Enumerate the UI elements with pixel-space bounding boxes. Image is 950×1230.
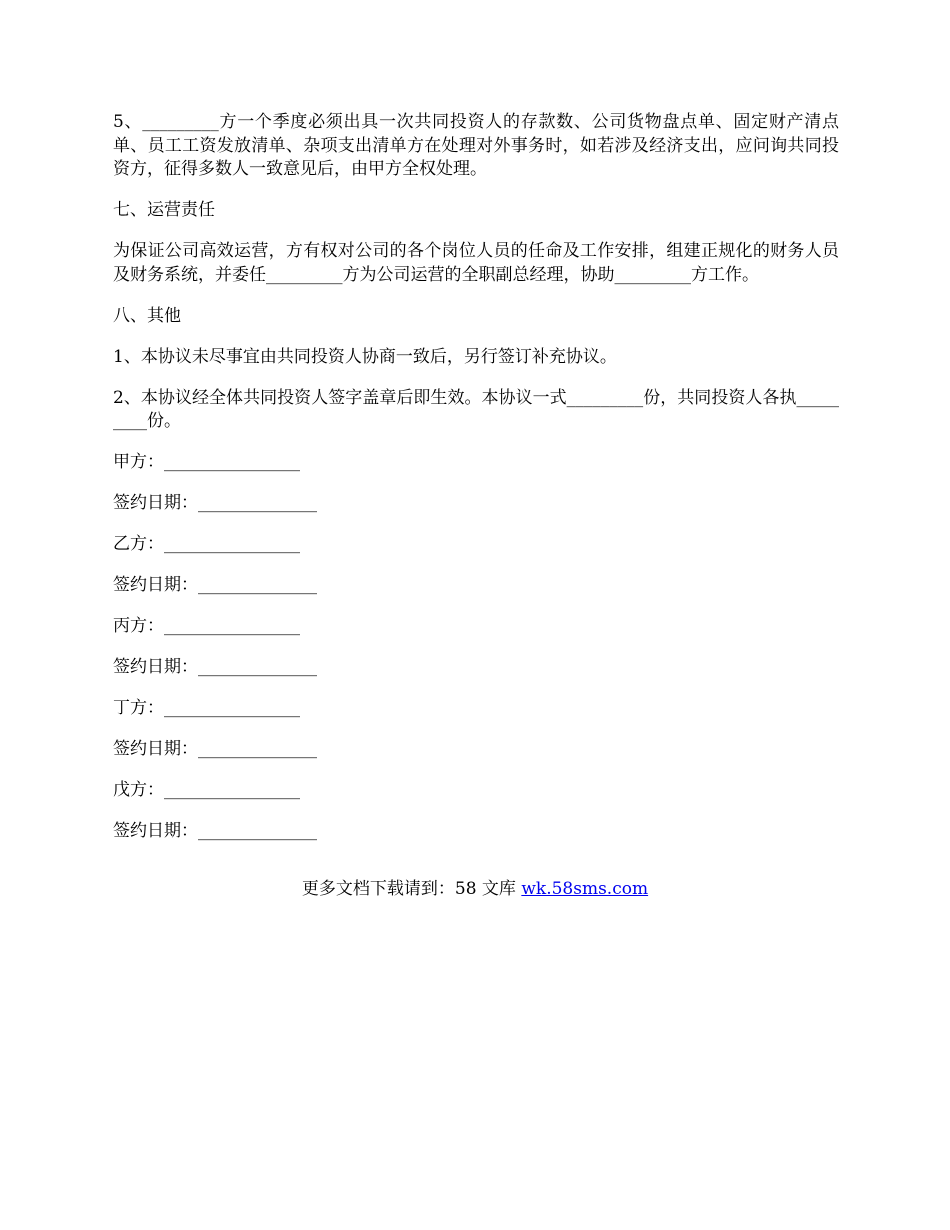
signature-party-a: 甲方：________________ xyxy=(113,452,300,472)
operation-responsibility-paragraph: 为保证公司高效运营，方有权对公司的各个岗位人员的任命及工作安排，组建正规化的财务人员及财务系统，并委任_________方为公司运营的全职副总经理，协助_________方工作。 xyxy=(113,241,839,285)
download-footer xyxy=(0,878,950,902)
other-clause-2-paragraph: 2、本协议经全体共同投资人签字盖章后即生效。本协议一式_________份，共同投资人各执_________份。 xyxy=(113,387,839,431)
signature-date-b: 签约日期：______________ xyxy=(113,575,317,595)
signature-party-b: 乙方：________________ xyxy=(113,534,300,554)
other-clause-1-paragraph: 1、本协议未尽事宜由共同投资人协商一致后，另行签订补充协议。 xyxy=(113,346,617,367)
signature-party-c: 丙方：________________ xyxy=(113,616,300,636)
signature-date-c: 签约日期：______________ xyxy=(113,657,317,677)
signature-party-d: 丁方：________________ xyxy=(113,698,300,718)
document-body xyxy=(113,111,839,861)
signature-party-e: 戊方：________________ xyxy=(113,780,300,800)
clause-5-paragraph: 5、_________方一个季度必须出具一次共同投资人的存款数、公司货物盘点单、固定财产清点单、员工工资发放清单、杂项支出清单方在处理对外事务时，如若涉及经济支出，应问询共同投资方，征得多数人一致意见后，由甲方全权处理。 xyxy=(113,112,839,179)
signature-date-d: 签约日期：______________ xyxy=(113,739,317,759)
footer-text: 更多文档下载请到：58 文库 xyxy=(301,879,522,899)
signature-date-e: 签约日期：______________ xyxy=(113,821,317,841)
signature-block xyxy=(113,451,839,844)
section-heading-other: 八、其他 xyxy=(113,305,181,326)
signature-date-a: 签约日期：______________ xyxy=(113,493,317,513)
section-heading-operation-responsibility: 七、运营责任 xyxy=(113,200,215,220)
footer-link[interactable]: wk.58sms.com xyxy=(521,879,649,899)
